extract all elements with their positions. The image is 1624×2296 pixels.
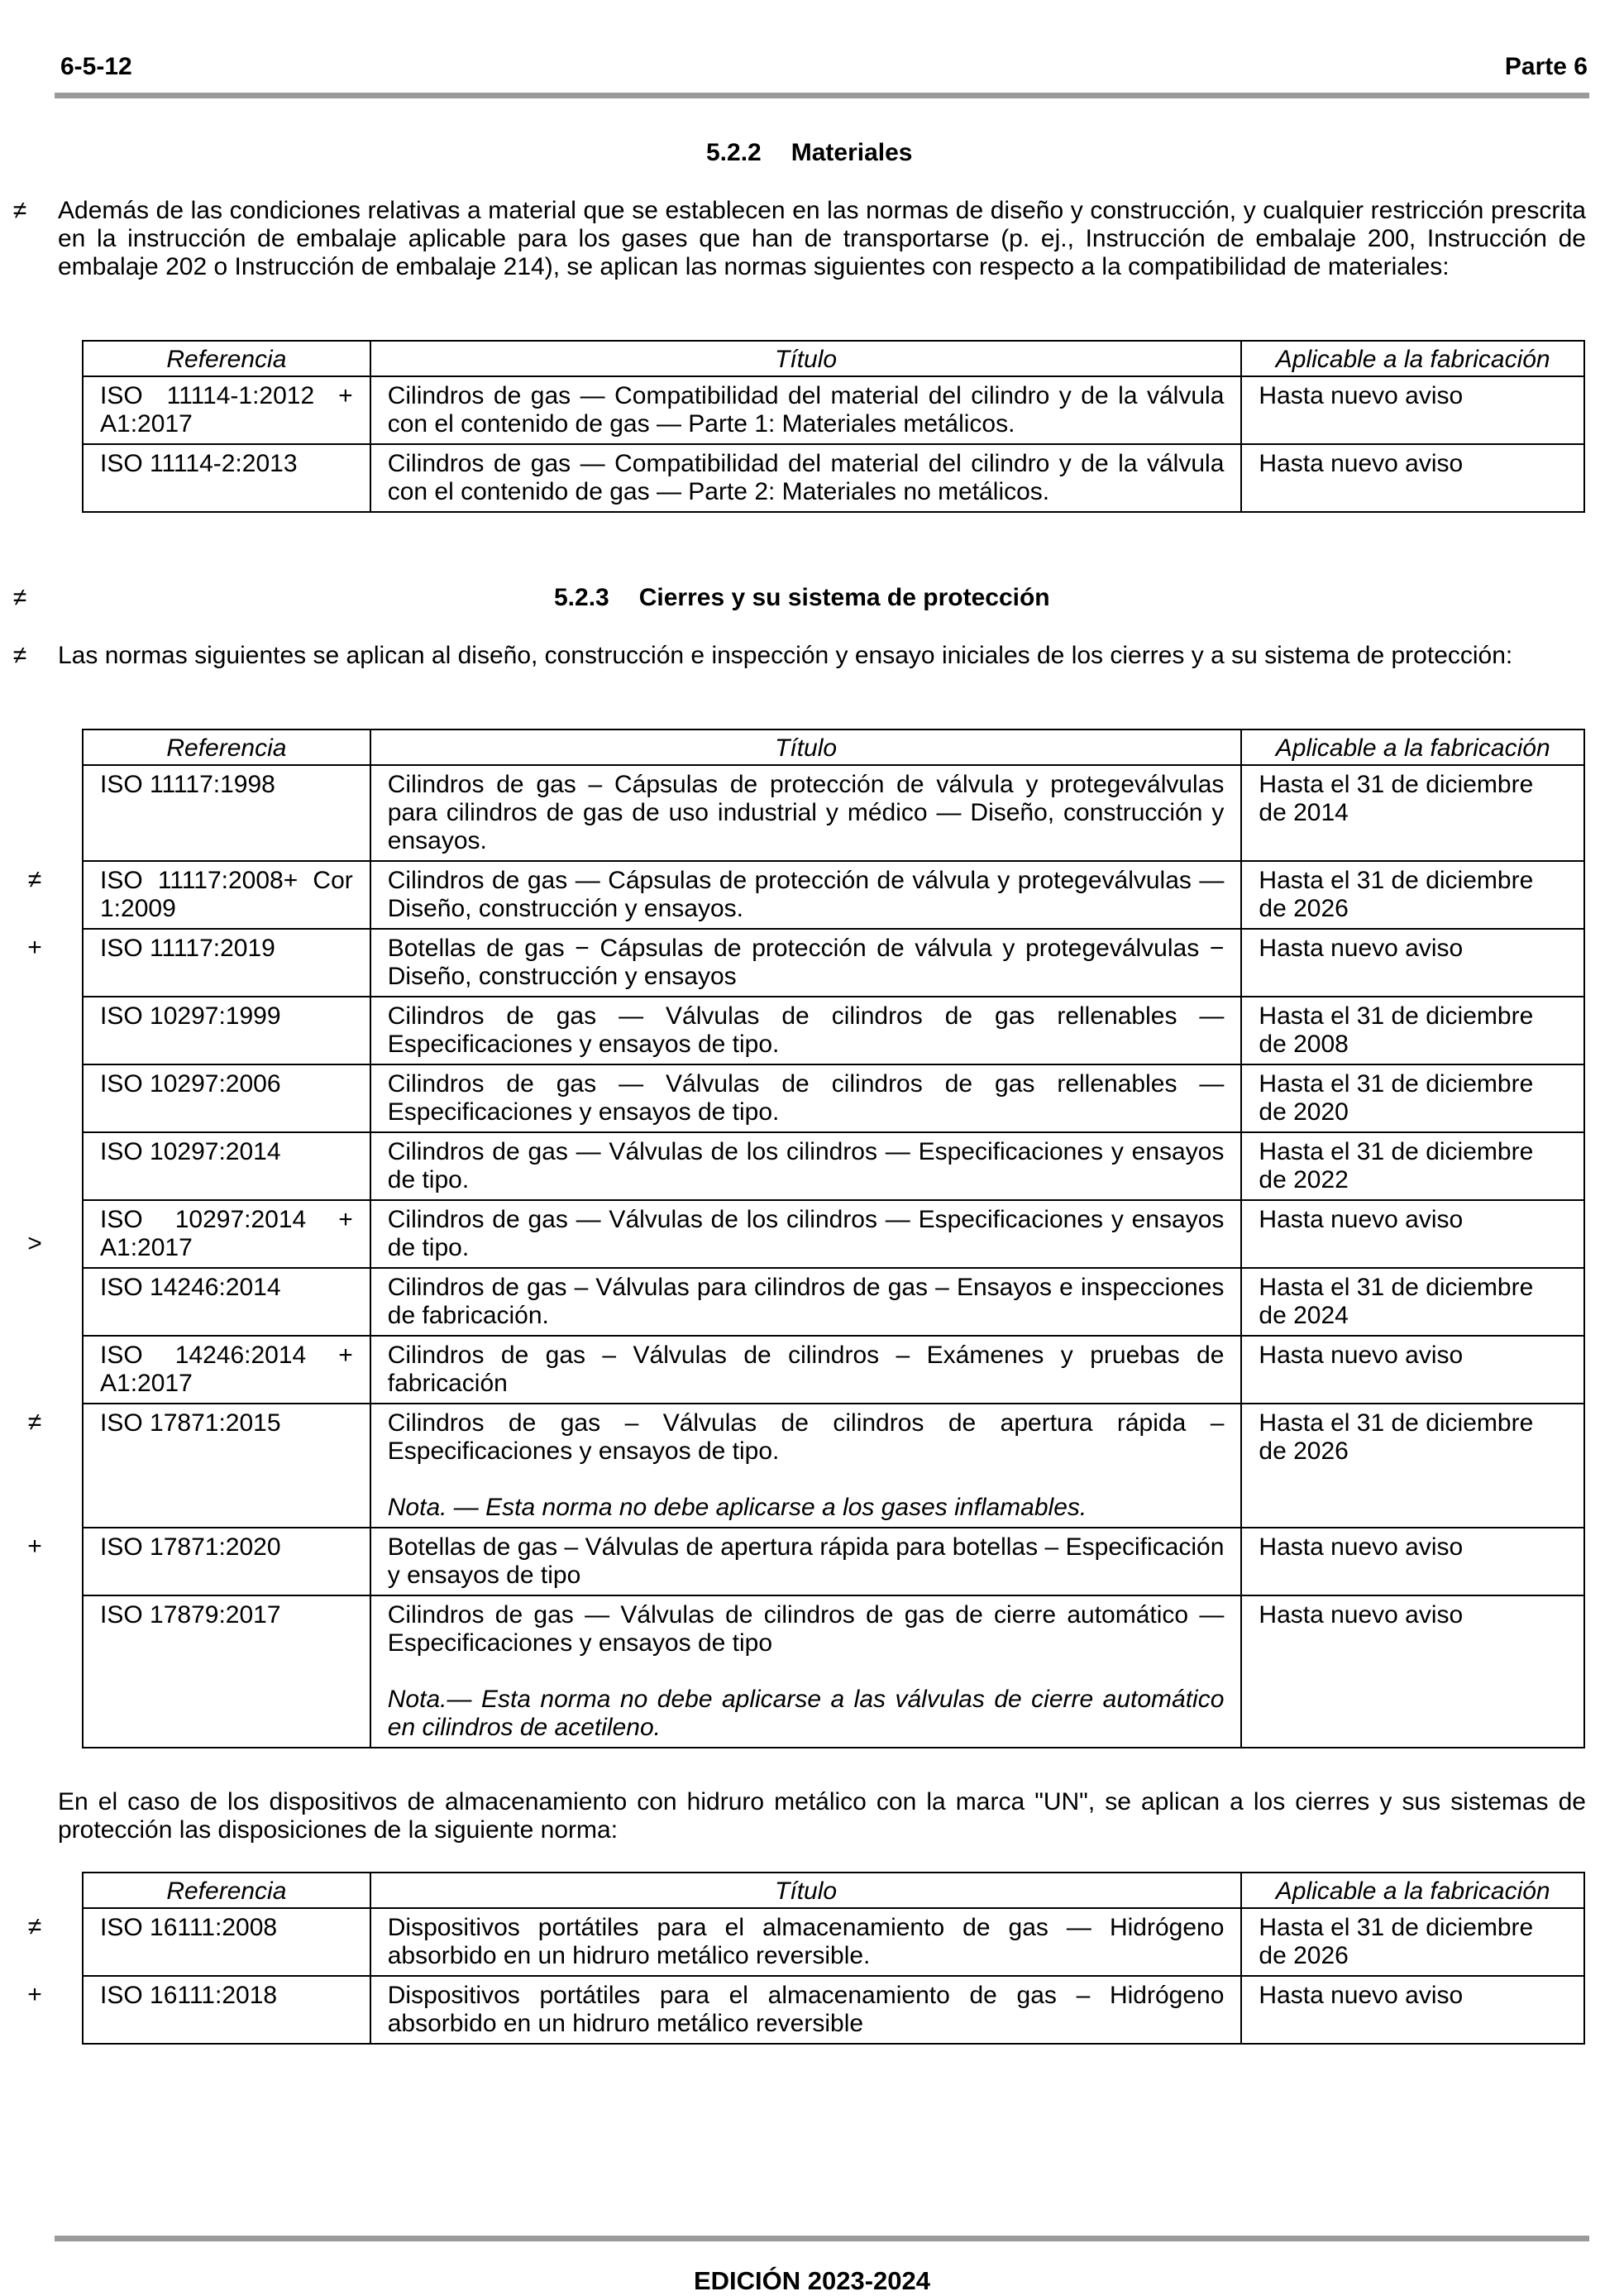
title-text: Dispositivos portátiles para el almacenamiento de gas — Hidrógeno absorbido en un hidruro metálico reversible. — [387, 1914, 1225, 1969]
change-mark: + — [27, 934, 42, 961]
title-cell — [370, 1336, 1242, 1404]
table-row — [83, 1976, 1584, 2044]
title-cell — [370, 1528, 1242, 1595]
reference-cell: ISO 11117:2019 — [83, 929, 370, 997]
title-cell — [370, 1595, 1242, 1748]
title-cell — [370, 444, 1242, 512]
table-row — [83, 444, 1584, 512]
table-row — [83, 765, 1584, 861]
table-row — [83, 1200, 1584, 1268]
change-mark: + — [27, 1533, 42, 1560]
applicable-cell: Hasta el 31 de diciembre de 2014 — [1241, 765, 1584, 861]
closures-table — [82, 729, 1585, 1748]
part-label: Parte 6 — [1504, 53, 1588, 80]
materials-table — [82, 340, 1585, 513]
table-row — [83, 929, 1584, 997]
footer-rule — [55, 2236, 1589, 2241]
change-mark: + — [27, 1981, 42, 2008]
page-header — [58, 53, 1588, 86]
edition-footer: EDICIÓN 2023-2024 — [693, 2266, 931, 2295]
header-title: Título — [370, 1873, 1242, 1908]
change-mark: ≠ — [27, 866, 42, 893]
applicable-cell: Hasta nuevo aviso — [1241, 1595, 1584, 1748]
reference-cell: ISO 14246:2014 — [83, 1268, 370, 1336]
table-row — [83, 861, 1584, 929]
title-cell — [370, 1268, 1242, 1336]
materials-paragraph: Además de las condiciones relativas a material que se establecen en las normas de diseño y construcción, y cualquier restricción prescrita en la instrucción de embalaje aplicable para los gases que han de transportarse (p. ej., Instrucción de embalaje 200, Instrucción de embalaje 202 o Instrucción de embalaje 214), se aplican las normas siguientes con respecto a la compatibilidad de materiales: — [58, 197, 1586, 280]
section-5-2-2-heading — [706, 139, 912, 167]
applicable-cell: Hasta nuevo aviso — [1241, 1976, 1584, 2044]
title-text: Cilindros de gas – Válvulas para cilindros de gas – Ensayos e inspecciones de fabricación. — [387, 1274, 1225, 1329]
header-applicable: Aplicable a la fabricación — [1241, 341, 1584, 376]
header-title: Título — [370, 729, 1242, 765]
title-cell — [370, 765, 1242, 861]
header-title: Título — [370, 341, 1242, 376]
applicable-cell: Hasta nuevo aviso — [1241, 1200, 1584, 1268]
applicable-cell: Hasta el 31 de diciembre de 2026 — [1241, 861, 1584, 929]
header-applicable: Aplicable a la fabricación — [1241, 729, 1584, 765]
title-cell — [370, 1976, 1242, 2044]
title-text: Cilindros de gas — Válvulas de cilindros de gas de cierre automático — Especificaciones y ensayos de tipo — [387, 1601, 1225, 1657]
applicable-cell: Hasta el 31 de diciembre de 2026 — [1241, 1908, 1584, 1976]
reference-cell: ISO 11117:1998 — [83, 765, 370, 861]
table-row — [83, 1404, 1584, 1528]
table-header-row — [83, 341, 1584, 376]
title-text: Cilindros de gas — Compatibilidad del material del cilindro y de la válvula con el contenido de gas — Parte 2: Materiales no metálicos. — [387, 450, 1225, 505]
note-text: Nota. — Esta norma no debe aplicarse a los gases inflamables. — [387, 1494, 1087, 1521]
table-row — [83, 1908, 1584, 1976]
title-cell — [370, 376, 1242, 444]
applicable-cell: Hasta el 31 de diciembre de 2024 — [1241, 1268, 1584, 1336]
title-text: Cilindros de gas — Cápsulas de protección de válvula y protegeválvulas — Diseño, construcción y ensayos. — [387, 867, 1225, 922]
title-cell — [370, 1908, 1242, 1976]
title-cell — [370, 1132, 1242, 1200]
reference-cell: ISO 10297:2014 — [83, 1132, 370, 1200]
reference-cell: ISO 10297:2014 + A1:2017 — [83, 1200, 370, 1268]
header-rule — [55, 93, 1589, 98]
header-reference: Referencia — [83, 341, 370, 376]
title-text: Cilindros de gas — Válvulas de los cilindros — Especificaciones y ensayos de tipo. — [387, 1206, 1225, 1261]
applicable-cell: Hasta el 31 de diciembre de 2008 — [1241, 997, 1584, 1064]
title-text: Cilindros de gas — Válvulas de los cilindros — Especificaciones y ensayos de tipo. — [387, 1138, 1225, 1193]
applicable-cell: Hasta nuevo aviso — [1241, 1336, 1584, 1404]
table-row — [83, 1528, 1584, 1595]
section-title: Materiales — [791, 139, 913, 166]
table-row — [83, 1064, 1584, 1132]
table-row — [83, 1268, 1584, 1336]
hydride-table — [82, 1872, 1585, 2045]
title-text: Cilindros de gas — Válvulas de cilindros de gas rellenables — Especificaciones y ensayos de tipo. — [387, 1070, 1225, 1126]
title-cell — [370, 1064, 1242, 1132]
reference-cell: ISO 17871:2020 — [83, 1528, 370, 1595]
closures-paragraph: Las normas siguientes se aplican al diseño, construcción e inspección y ensayo iniciales de los cierres y a su sistema de protección: — [58, 642, 1513, 669]
page-number: 6-5-12 — [60, 53, 132, 80]
header-reference: Referencia — [83, 729, 370, 765]
title-text: Dispositivos portátiles para el almacenamiento de gas – Hidrógeno absorbido en un hidruro metálico reversible — [387, 1982, 1225, 2037]
change-mark: ≠ — [27, 1409, 42, 1436]
reference-cell: ISO 10297:2006 — [83, 1064, 370, 1132]
title-text: Cilindros de gas – Válvulas de cilindros – Exámenes y pruebas de fabricación — [387, 1342, 1225, 1397]
table-row — [83, 1132, 1584, 1200]
title-cell — [370, 997, 1242, 1064]
reference-cell: ISO 14246:2014 + A1:2017 — [83, 1336, 370, 1404]
reference-cell: ISO 11114-2:2013 — [83, 444, 370, 512]
title-text: Cilindros de gas — Válvulas de cilindros de gas rellenables — Especificaciones y ensayos de tipo. — [387, 1002, 1225, 1058]
header-reference: Referencia — [83, 1873, 370, 1908]
table-row — [83, 1336, 1584, 1404]
title-text: Botellas de gas – Válvulas de apertura rápida para botellas – Especificación y ensayos de tipo — [387, 1533, 1225, 1589]
title-text: Cilindros de gas – Válvulas de cilindros de apertura rápida – Especificaciones y ensayos de tipo. — [387, 1409, 1225, 1465]
table-row — [83, 1595, 1584, 1748]
table-row — [83, 997, 1584, 1064]
applicable-cell: Hasta el 31 de diciembre de 2022 — [1241, 1132, 1584, 1200]
change-mark: ≠ — [27, 1913, 42, 1940]
section-5-2-3-heading — [554, 584, 1050, 612]
title-text: Botellas de gas − Cápsulas de protección de válvula y protegeválvulas − Diseño, construcción y ensayos — [387, 935, 1225, 990]
section-number: 5.2.2 — [706, 139, 762, 166]
note-text: Nota.— Esta norma no debe aplicarse a las válvulas de cierre automático en cilindros de acetileno. — [387, 1686, 1225, 1741]
table-header-row — [83, 1873, 1584, 1908]
hydride-paragraph: En el caso de los dispositivos de almacenamiento con hidruro metálico con la marca "UN", se aplican a los cierres y sus sistemas de protección las disposiciones de la siguiente norma: — [58, 1788, 1586, 1844]
title-cell — [370, 929, 1242, 997]
reference-cell: ISO 16111:2018 — [83, 1976, 370, 2044]
header-applicable: Aplicable a la fabricación — [1241, 1873, 1584, 1908]
change-mark: ≠ — [12, 197, 27, 224]
title-text: Cilindros de gas – Cápsulas de protección de válvula y protegeválvulas para cilindros de gas de uso industrial y médico — Diseño, construcción y ensayos. — [387, 771, 1225, 854]
applicable-cell: Hasta el 31 de diciembre de 2020 — [1241, 1064, 1584, 1132]
title-cell — [370, 861, 1242, 929]
applicable-cell: Hasta nuevo aviso — [1241, 929, 1584, 997]
change-mark: ≠ — [12, 584, 27, 611]
reference-cell: ISO 17879:2017 — [83, 1595, 370, 1748]
reference-cell: ISO 10297:1999 — [83, 997, 370, 1064]
change-mark: > — [27, 1230, 42, 1257]
reference-cell: ISO 11114-1:2012 + A1:2017 — [83, 376, 370, 444]
table-row — [83, 376, 1584, 444]
section-number: 5.2.3 — [554, 584, 609, 611]
applicable-cell: Hasta nuevo aviso — [1241, 1528, 1584, 1595]
applicable-cell: Hasta el 31 de diciembre de 2026 — [1241, 1404, 1584, 1528]
reference-cell: ISO 17871:2015 — [83, 1404, 370, 1528]
reference-cell: ISO 11117:2008+ Cor 1:2009 — [83, 861, 370, 929]
reference-cell: ISO 16111:2008 — [83, 1908, 370, 1976]
section-title: Cierres y su sistema de protección — [638, 584, 1050, 611]
applicable-cell: Hasta nuevo aviso — [1241, 444, 1584, 512]
table-header-row — [83, 729, 1584, 765]
title-text: Cilindros de gas — Compatibilidad del material del cilindro y de la válvula con el contenido de gas — Parte 1: Materiales metálicos. — [387, 382, 1225, 438]
change-mark: ≠ — [12, 642, 27, 669]
title-cell — [370, 1200, 1242, 1268]
title-cell — [370, 1404, 1242, 1528]
applicable-cell: Hasta nuevo aviso — [1241, 376, 1584, 444]
